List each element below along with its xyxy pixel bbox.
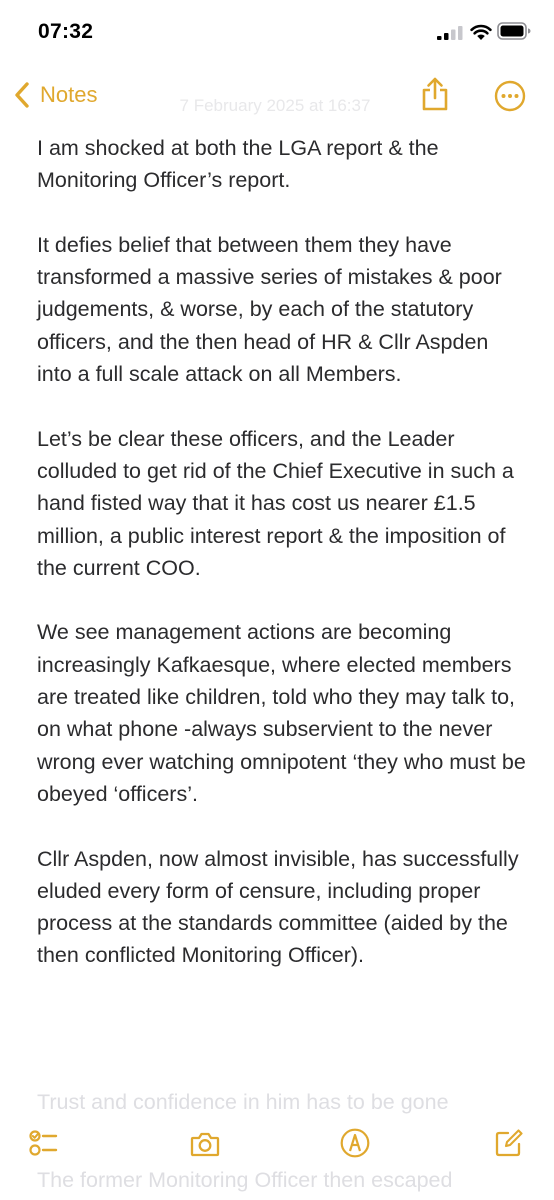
back-button-label: Notes [40,82,98,107]
note-paragraph: Let’s be clear these officers, and the Leader colluded to get rid of the Chief Executive in such a hand fisted way that it has cost us nearer £1.5 million, a public interest report & the imposition of the current COO. [37,426,514,580]
note-date: 7 February 2025 at 16:37 [179,96,371,115]
navigation-bar [0,70,554,120]
wifi-icon [470,23,492,41]
status-time: 07:32 [38,20,94,43]
battery-icon [497,22,531,40]
chevron-left-icon [14,82,30,108]
cellular-signal-icon [437,26,465,40]
note-paragraph: It defies belief that between them they have transformed a massive series of mistakes & poor judgements, & worse, by each of the statutory officers, and the then head of HR & Cllr Aspden into a full scale attack on all Members. [37,232,502,387]
back-to-notes-button[interactable] [14,78,97,112]
checklist-icon[interactable] [28,1128,58,1158]
share-icon[interactable] [420,76,450,112]
note-paragraph: Cllr Aspden, now almost invisible, has successfully eluded every form of censure, including proper process at the standards committee (aided by the then conflicted Monitoring Officer). [37,846,519,968]
note-body[interactable] [37,132,527,1004]
bottom-toolbar [0,1082,554,1200]
faded-note-text: Trust and confidence in him has to be gone [37,1090,449,1114]
note-paragraph: We see management actions are becoming increasingly Kafkaesque, where elected members are treated like children, told who they may talk to, on what phone -always subservient to the never wrong ever watching omnipotent ‘they who must be obeyed ‘officers’. [37,620,526,806]
status-bar [0,0,554,64]
more-options-icon[interactable] [494,80,526,112]
markup-icon[interactable] [340,1128,370,1158]
note-paragraph: I am shocked at both the LGA report & the Monitoring Officer’s report. [37,136,439,193]
compose-icon[interactable] [494,1128,524,1158]
camera-icon[interactable] [190,1129,220,1159]
faded-note-text: The former Monitoring Officer then escaped [37,1168,453,1192]
